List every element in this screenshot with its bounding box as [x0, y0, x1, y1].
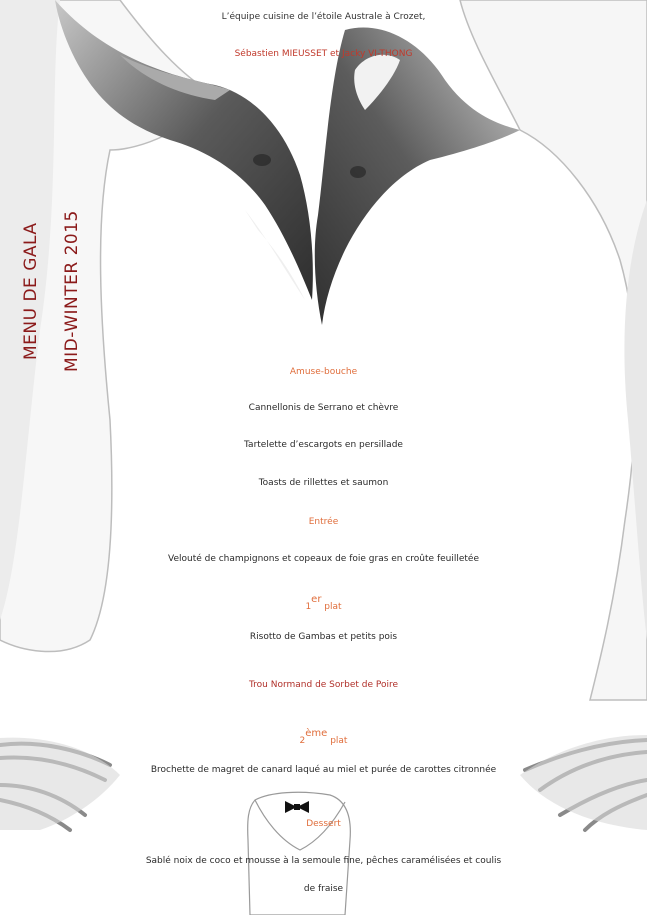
- menu-de-gala-title: MENU DE GALA: [21, 222, 41, 360]
- waiter-penguin: [248, 792, 351, 915]
- amuse-bouche-title: Amuse-bouche: [289, 367, 358, 377]
- chefs-names: Sébastien MIEUSSET et Jacky VI-THONG: [234, 49, 413, 59]
- second-plat-title: 2ème plat: [299, 728, 348, 746]
- dessert-title: Dessert: [306, 819, 341, 829]
- first-plat-item: Risotto de Gambas et petits pois: [249, 632, 398, 642]
- dessert-line-1: Sablé noix de coco et mousse à la semoule fine, pêches caramélisées et coulis: [145, 856, 502, 866]
- second-plat-item: Brochette de magret de canard laqué au miel et purée de carottes citronnée: [150, 765, 497, 775]
- team-line: L’équipe cuisine de l’étoile Australe à Crozet,: [221, 12, 426, 22]
- first-plat-title: 1er plat: [305, 594, 342, 612]
- mid-winter-title: MID-WINTER 2015: [62, 210, 82, 372]
- trou-normand: Trou Normand de Sorbet de Poire: [248, 680, 399, 690]
- entree-item: Velouté de champignons et copeaux de foie gras en croûte feuilletée: [167, 554, 479, 564]
- entree-title: Entrée: [308, 517, 339, 527]
- menu-item: Cannellonis de Serrano et chèvre: [248, 403, 399, 413]
- menu-item: Tartelette d’escargots en persillade: [244, 440, 403, 450]
- menu-item: Toasts de rillettes et saumon: [258, 478, 389, 488]
- dessert-line-2: de fraise: [303, 884, 344, 894]
